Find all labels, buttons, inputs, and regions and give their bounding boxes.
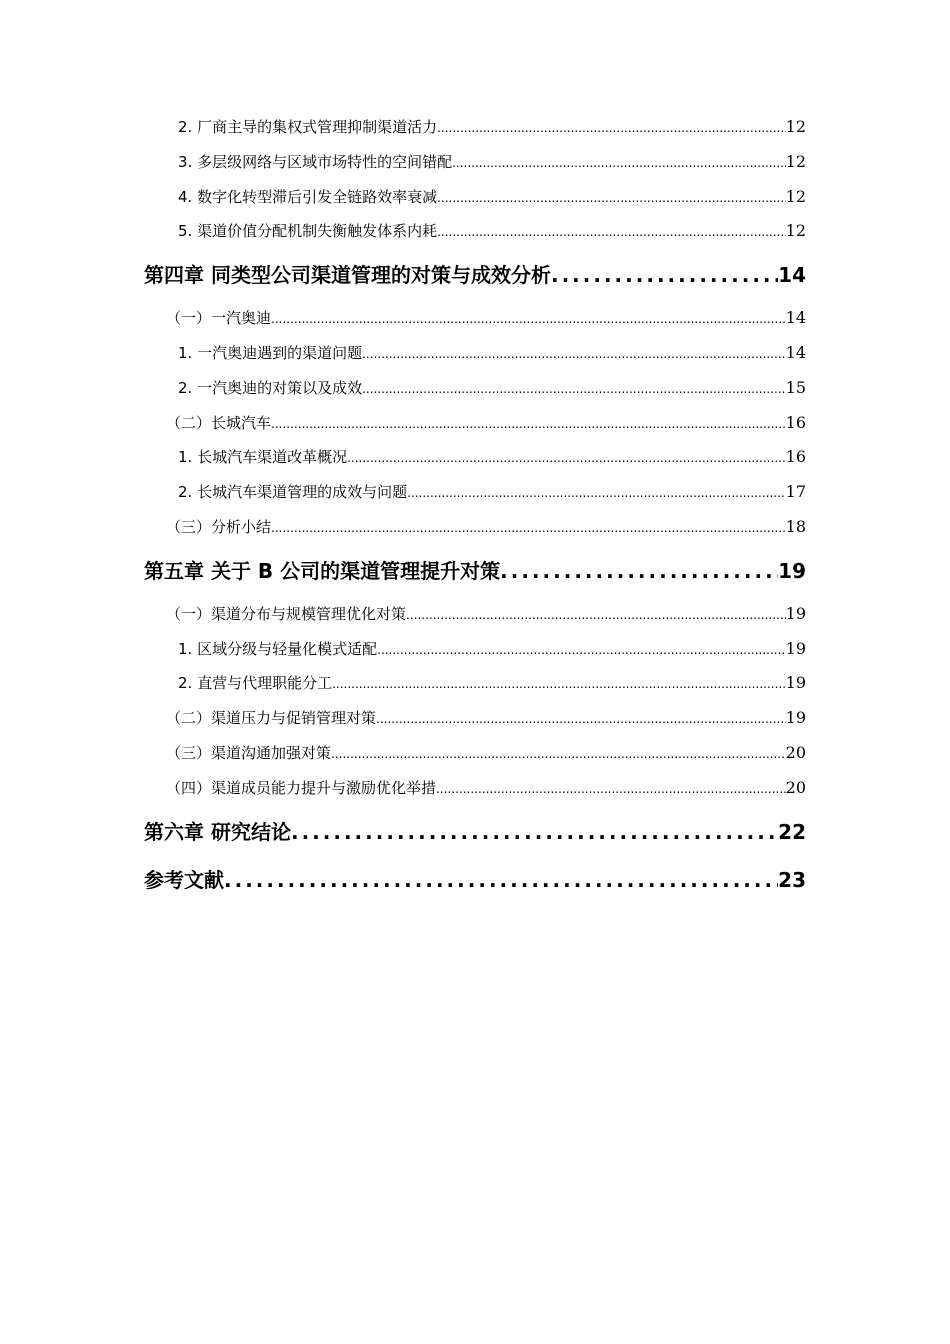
toc-section-page: 20 (785, 742, 806, 762)
toc-entry-title: 1. 一汽奥迪遇到的渠道问题 (178, 343, 363, 362)
toc-entry-page: 17 (785, 482, 806, 502)
toc-section-title: （二）渠道压力与促销管理对策 (166, 709, 377, 728)
toc-leader-dots (347, 441, 786, 476)
toc-entry-page: 12 (785, 221, 806, 241)
toc-leader-dots (332, 667, 786, 702)
toc-leader-dots (291, 806, 778, 858)
toc-leader-dots (376, 702, 786, 737)
toc-section-title: （二）长城汽车 (166, 413, 272, 432)
toc-entry[interactable] (144, 440, 806, 475)
toc-entry[interactable] (144, 336, 806, 371)
toc-chapter-page: 19 (778, 558, 806, 583)
toc-leader-dots (406, 598, 786, 633)
toc-entry[interactable] (144, 371, 806, 406)
toc-entry-title: 2. 一汽奥迪的对策以及成效 (178, 378, 363, 397)
toc-chapter-title: 第六章 研究结论 (144, 819, 291, 844)
toc-section-page: 18 (785, 516, 806, 536)
toc-entry-title: 2. 厂商主导的集权式管理抑制渠道活力 (178, 118, 438, 136)
toc-entry-page: 19 (785, 673, 806, 693)
toc-section-page: 19 (785, 708, 806, 728)
toc-leader-dots (362, 372, 786, 407)
toc-leader-dots (437, 181, 786, 216)
toc-entry-page: 16 (785, 447, 806, 467)
toc-leader-dots (437, 111, 786, 146)
toc-leader-dots (377, 633, 786, 668)
toc-leader-dots (452, 146, 786, 181)
toc-leader-dots (271, 302, 786, 337)
toc-section-entry[interactable] (144, 771, 806, 806)
toc-leader-dots (271, 407, 786, 442)
toc-section-title: （一）渠道分布与规模管理优化对策 (166, 604, 407, 623)
table-of-contents (144, 110, 806, 902)
toc-chapter-page: 14 (778, 263, 806, 288)
toc-chapter-page: 23 (778, 867, 806, 892)
toc-entry[interactable] (144, 145, 806, 180)
toc-chapter-entry[interactable] (144, 806, 806, 858)
toc-chapter-entry[interactable] (144, 249, 806, 301)
toc-entry-title: 5. 渠道价值分配机制失衡触发体系内耗 (178, 222, 438, 241)
toc-entry[interactable] (144, 180, 806, 215)
toc-entry[interactable] (144, 475, 806, 510)
toc-section-title: （一）一汽奥迪 (166, 309, 272, 328)
toc-chapter-title: 参考文献 (144, 867, 224, 892)
toc-section-entry[interactable] (144, 701, 806, 736)
toc-section-entry[interactable] (144, 510, 806, 545)
toc-section-title: （三）分析小结 (166, 517, 272, 536)
toc-entry-title: 3. 多层级网络与区域市场特性的空间错配 (178, 152, 453, 171)
toc-leader-dots (224, 858, 778, 902)
toc-section-entry[interactable] (144, 597, 806, 632)
toc-entry-page: 14 (785, 342, 806, 362)
toc-leader-dots (436, 772, 786, 807)
toc-section-page: 20 (785, 777, 806, 797)
toc-leader-dots (271, 511, 786, 546)
toc-leader-dots (407, 476, 786, 511)
toc-chapter-page: 22 (778, 819, 806, 844)
toc-section-entry[interactable] (144, 406, 806, 441)
toc-section-page: 14 (785, 308, 806, 328)
toc-entry-title: 2. 长城汽车渠道管理的成效与问题 (178, 483, 408, 502)
toc-leader-dots (437, 215, 786, 250)
toc-entry[interactable] (144, 110, 806, 145)
toc-leader-dots (331, 737, 786, 772)
toc-entry-page: 15 (785, 377, 806, 397)
toc-entry-page: 12 (785, 186, 806, 206)
toc-section-entry[interactable] (144, 736, 806, 771)
toc-section-entry[interactable] (144, 301, 806, 336)
toc-leader-dots (500, 545, 778, 597)
toc-chapter-entry[interactable] (144, 545, 806, 597)
toc-section-page: 16 (785, 412, 806, 432)
toc-entry-title: 1. 长城汽车渠道改革概况 (178, 448, 348, 467)
toc-entry-page: 12 (785, 151, 806, 171)
toc-leader-dots (551, 249, 778, 301)
toc-section-page: 19 (785, 603, 806, 623)
toc-entry[interactable] (144, 214, 806, 249)
toc-entry[interactable] (144, 666, 806, 701)
toc-entry[interactable] (144, 632, 806, 667)
toc-entry-title: 1. 区域分级与轻量化模式适配 (178, 639, 378, 658)
toc-entry-page: 12 (785, 117, 806, 136)
toc-chapter-title: 第五章 关于 B 公司的渠道管理提升对策 (144, 558, 501, 583)
toc-entry-title: 4. 数字化转型滞后引发全链路效率衰减 (178, 187, 438, 206)
toc-section-title: （三）渠道沟通加强对策 (166, 743, 332, 762)
toc-entry-page: 19 (785, 638, 806, 658)
toc-leader-dots (362, 337, 786, 372)
toc-entry-title: 2. 直营与代理职能分工 (178, 674, 333, 693)
toc-section-title: （四）渠道成员能力提升与激励优化举措 (166, 778, 437, 797)
toc-chapter-title: 第四章 同类型公司渠道管理的对策与成效分析 (144, 263, 551, 288)
toc-chapter-entry[interactable] (144, 858, 806, 902)
